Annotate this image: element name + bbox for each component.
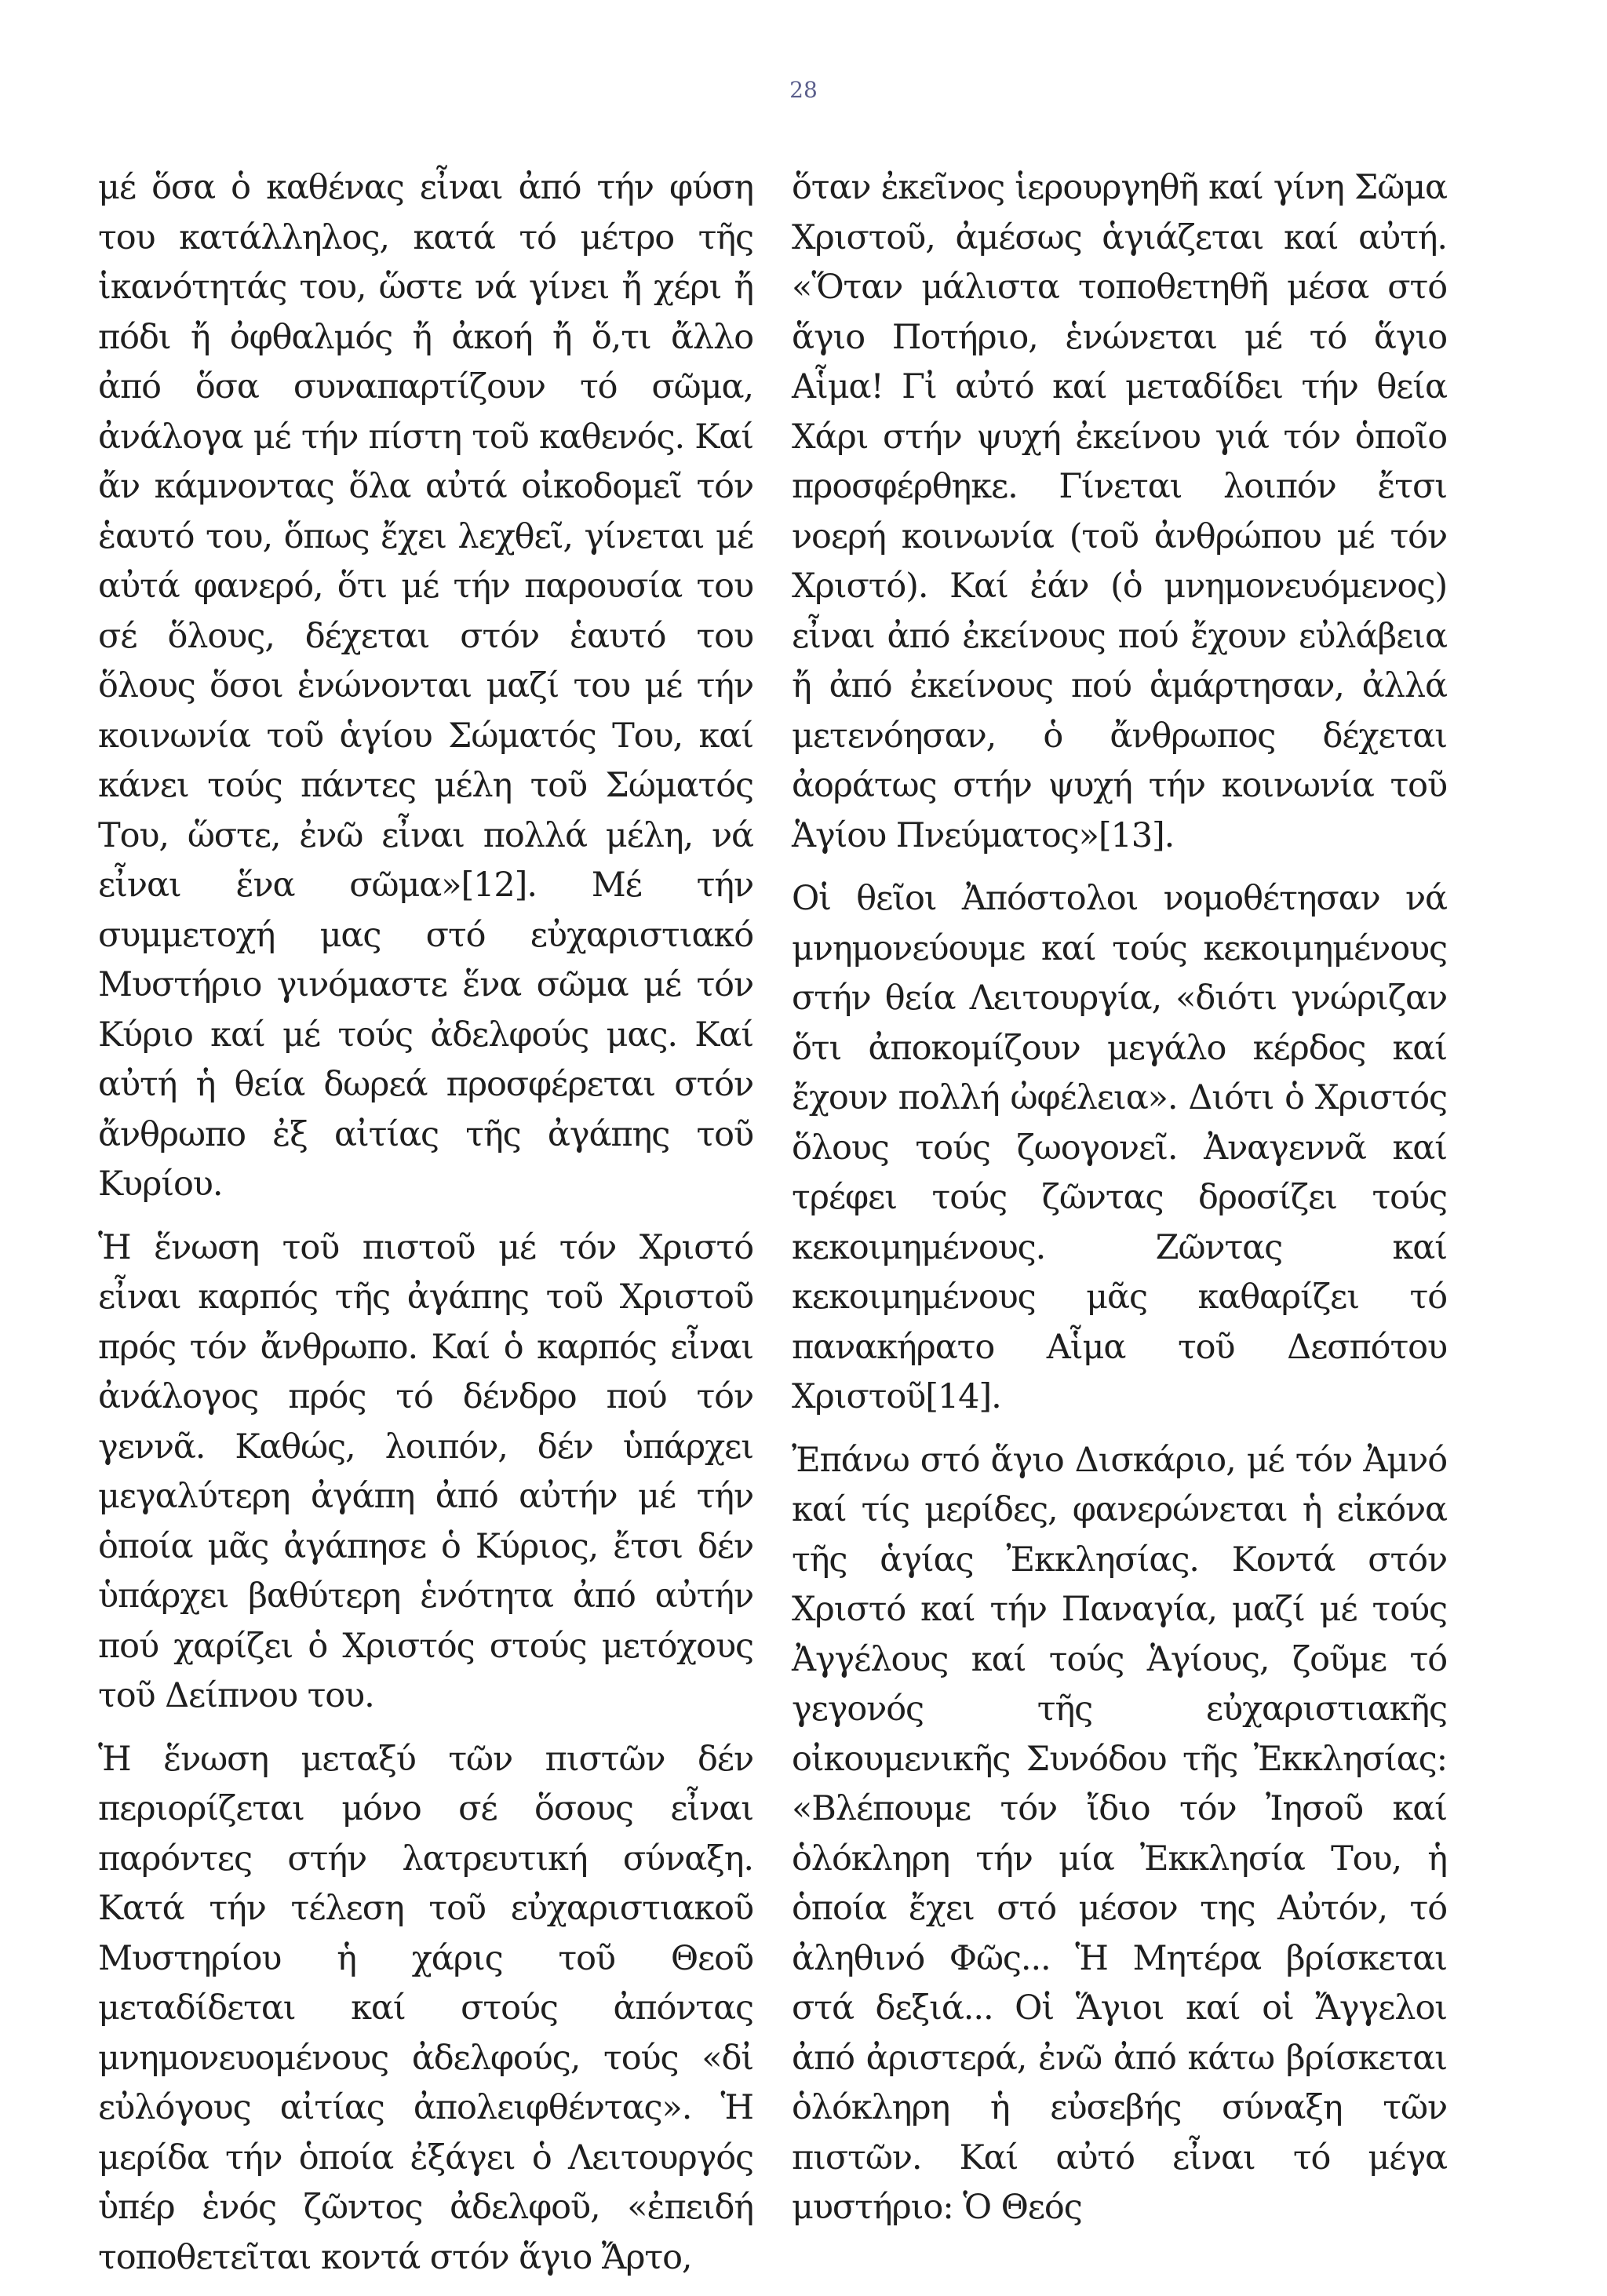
paragraph: Ἡ ἕνωση μεταξύ τῶν πιστῶν δέν περιορίζεται μόνο σέ ὅσους εἶναι παρόντες στήν λατρευτική σύναξη. Κατά τήν τέλεση τοῦ εὐχαριστιακοῦ Μυστηρίου ἡ χάρις τοῦ Θεοῦ μεταδίδεται καί στούς ἀπόντας μνημονευομένους ἀδελφούς, τούς «δἰ εὐλόγους αἰτίας ἀπολειφθέντας». Ἡ μερίδα τήν ὁποία ἐξάγει ὁ Λειτουργός ὑπέρ ἑνός ζῶντος ἀδελφοῦ, «ἐπειδή τοποθετεῖται κοντά στόν ἅγιο Ἄρτο, bbox=[98, 1739, 753, 2277]
left-column bbox=[98, 163, 753, 2296]
paragraph: Ἡ ἕνωση τοῦ πιστοῦ μέ τόν Χριστό εἶναι καρπός τῆς ἀγάπης τοῦ Χριστοῦ πρός τόν ἄνθρωπο. Καί ὁ καρπός εἶναι ἀνάλογος πρός τό δένδρο πού τόν γεννᾶ. Καθώς, λοιπόν, δέν ὑπάρχει μεγαλύτερη ἀγάπη ἀπό αὐτήν μέ τήν ὁποία μᾶς ἀγάπησε ὁ Κύριος, ἔτσι δέν ὑπάρχει βαθύτερη ἑνότητα ἀπό αὐτήν πού χαρίζει ὁ Χριστός στούς μετόχους τοῦ Δείπνου του. bbox=[98, 1227, 753, 1715]
page-number: 28 bbox=[789, 77, 818, 103]
paragraph: μέ ὅσα ὁ καθένας εἶναι ἀπό τήν φύση του κατάλληλος, κατά τό μέτρο τῆς ἱκανότητάς του, ὥστε νά γίνει ἤ χέρι ἤ πόδι ἤ ὀφθαλμός ἤ ἀκοή ἤ ὅ,τι ἄλλο ἀπό ὅσα συναπαρτίζουν τό σῶμα, ἀνάλογα μέ τήν πίστη τοῦ καθενός. Καί ἄν κάμνοντας ὅλα αὐτά οἰκοδομεῖ τόν ἑαυτό του, ὅπως ἔχει λεχθεῖ, γίνεται μέ αὐτά φανερό, ὅτι μέ τήν παρουσία του σέ ὅλους, δέχεται στόν ἑαυτό του ὅλους ὅσοι ἑνώνονται μαζί του μέ τήν κοινωνία τοῦ ἁγίου Σώματός Του, καί κάνει τούς πάντες μέλη τοῦ Σώματός Του, ὥστε, ἐνῶ εἶναι πολλά μέλη, νά εἶναι ἕνα σῶμα»[12]. Μέ τήν συμμετοχή μας στό εὐχαριστιακό Μυστήριο γινόμαστε ἕνα σῶμα μέ τόν Κύριο καί μέ τούς ἀδελφούς μας. Καί αὐτή ἡ θεία δωρεά προσφέρεται στόν ἄνθρωπο ἐξ αἰτίας τῆς ἀγάπης τοῦ Κυρίου. bbox=[98, 168, 753, 1204]
paragraph: Οἱ θεῖοι Ἀπόστολοι νομοθέτησαν νά μνημονεύουμε καί τούς κεκοιμημένους στήν θεία Λειτουργία, «διότι γνώριζαν ὅτι ἀποκομίζουν μεγάλο κέρδος καί ἔχουν πολλή ὠφέλεια». Διότι ὁ Χριστός ὅλους τούς ζωογονεῖ. Ἀναγεννᾶ καί τρέφει τούς ζῶντας δροσίζει τούς κεκοιμημένους. Ζῶντας καί κεκοιμημένους μᾶς καθαρίζει τό πανακήρατο Αἷμα τοῦ Δεσπότου Χριστοῦ[14]. bbox=[792, 879, 1447, 1416]
paragraph: Ἐπάνω στό ἅγιο Δισκάριο, μέ τόν Ἀμνό καί τίς μερίδες, φανερώνεται ἡ εἰκόνα τῆς ἁγίας Ἐκκλησίας. Κοντά στόν Χριστό καί τήν Παναγία, μαζί μέ τούς Ἀγγέλους καί τούς Ἁγίους, ζοῦμε τό γεγονός τῆς εὐχαριστιακῆς οἰκουμενικῆς Συνόδου τῆς Ἐκκλησίας: «Βλέπουμε τόν ἴδιο τόν Ἰησοῦ καί ὁλόκληρη τήν μία Ἐκκλησία Του, ἡ ὁποία ἔχει στό μέσον της Αὐτόν, τό ἀληθινό Φῶς... Ἡ Μητέρα βρίσκεται στά δεξιά... Οἱ Ἅγιοι καί οἱ Ἄγγελοι ἀπό ἀριστερά, ἐνῶ ἀπό κάτω βρίσκεται ὁλόκληρη ἡ εὐσεβής σύναξη τῶν πιστῶν. Καί αὐτό εἶναι τό μέγα μυστήριο: Ὁ Θεός bbox=[792, 1440, 1447, 2227]
right-column bbox=[792, 163, 1447, 2247]
paragraph: ὅταν ἐκεῖνος ἱερουργηθῆ καί γίνη Σῶμα Χριστοῦ, ἀμέσως ἁγιάζεται καί αὐτή. «Ὅταν μάλιστα τοποθετηθῆ μέσα στό ἅγιο Ποτήριο, ἑνώνεται μέ τό ἅγιο Αἷμα! Γἰ αὐτό καί μεταδίδει τήν θεία Χάρι στήν ψυχή ἐκείνου γιά τόν ὁποῖο προσφέρθηκε. Γίνεται λοιπόν ἔτσι νοερή κοινωνία (τοῦ ἀνθρώπου μέ τόν Χριστό). Καί ἐάν (ὁ μνημονευόμενος) εἶναι ἀπό ἐκείνους πού ἔχουν εὐλάβεια ἤ ἀπό ἐκείνους πού ἁμάρτησαν, ἀλλά μετενόησαν, ὁ ἄνθρωπος δέχεται ἀοράτως στήν ψυχή τήν κοινωνία τοῦ Ἁγίου Πνεύματος»[13]. bbox=[792, 168, 1447, 855]
